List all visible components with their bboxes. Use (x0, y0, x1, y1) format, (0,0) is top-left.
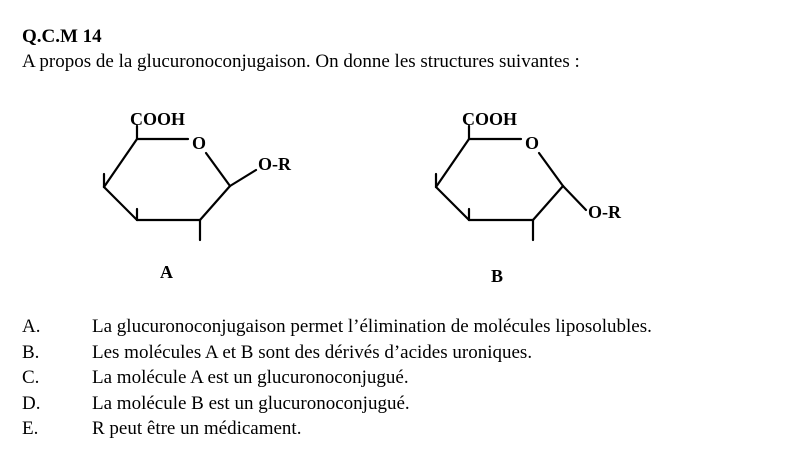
structure-b-substituent: O-R (588, 202, 621, 222)
option-letter: C. (22, 367, 40, 388)
option-letter: E. (22, 418, 39, 439)
structure-a-ring-oxygen: O (192, 133, 207, 153)
structure-b-cooh-label: COOH (462, 109, 518, 129)
option-text: La glucuronoconjugaison permet l’élimination de molécules liposolubles. (92, 316, 652, 337)
structure-b-caption: B (491, 266, 504, 286)
option-text: La molécule A est un glucuronoconjugué. (92, 367, 409, 388)
structure-a-substituent: O-R (258, 154, 291, 174)
option-text: La molécule B est un glucuronoconjugué. (92, 392, 410, 414)
structure-a-or-bond (230, 170, 256, 186)
option-letter: D. (22, 392, 41, 414)
option-text: R peut être un médicament. (92, 418, 302, 439)
structure-b-or-bond (563, 186, 586, 210)
option-letter: B. (22, 341, 40, 363)
structure-b-ring-oxygen: O (525, 133, 540, 153)
structure-b-ring (436, 139, 563, 220)
question-intro: A propos de la glucuronoconjugaison. On donne les structures suivantes : (22, 51, 580, 72)
structure-a-cooh-label: COOH (130, 109, 186, 129)
question-title: Q.C.M 14 (22, 26, 102, 47)
option-letter: A. (22, 316, 41, 337)
structure-a-ring (104, 139, 230, 220)
structure-a-caption: A (160, 262, 173, 282)
option-text: Les molécules A et B sont des dérivés d’acides uroniques. (92, 341, 533, 363)
